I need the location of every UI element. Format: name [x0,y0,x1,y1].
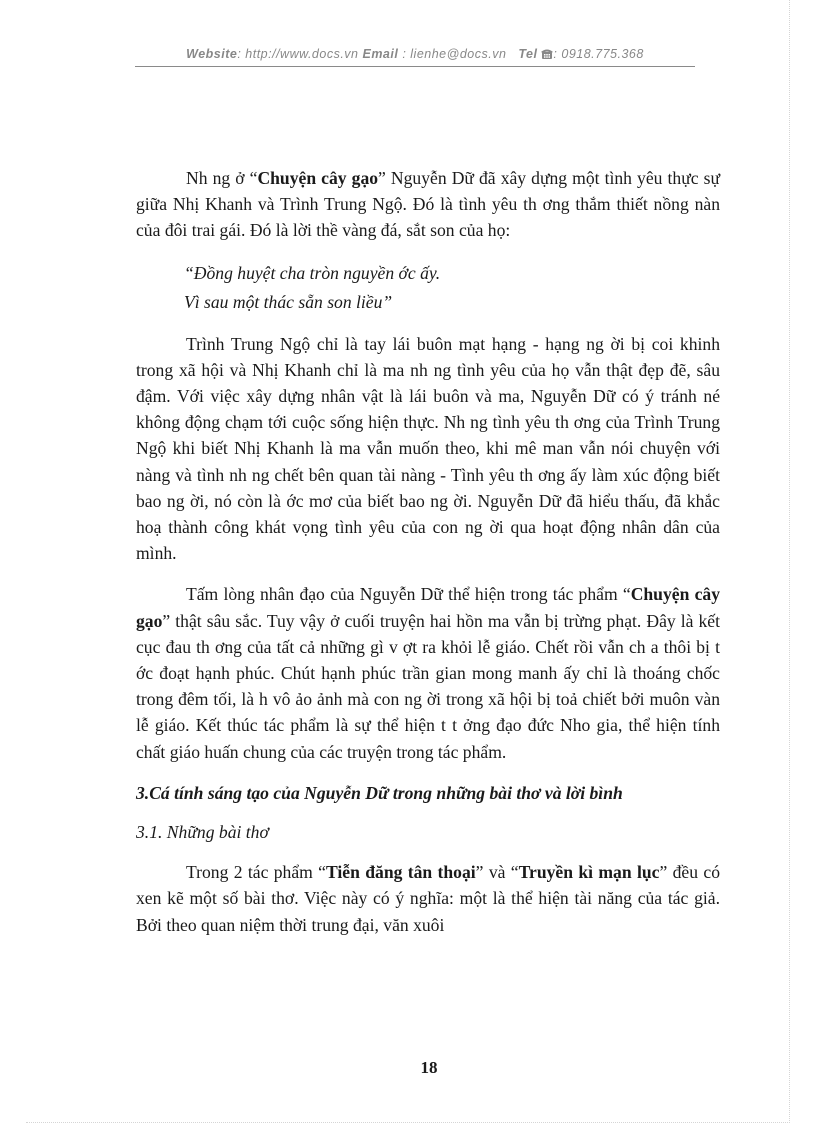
phone-icon [541,48,553,62]
paragraph-4-text-c: ” đều có xen kẽ một số bài thơ. Việc này có ý nghĩa: một là thể hiện tài năng của tác giả. Bởi theo quan niệm thời trung đại, văn xuôi [136,862,720,935]
poem-line-1: “Đồng huyệt cha tròn nguyền ớc ấy. [184,262,441,283]
paragraph-3 [136,581,720,764]
poem-quote [136,259,720,317]
document-body [136,165,720,953]
paragraph-4-bold-title-1: Tiễn đăng tân thoại [325,862,476,883]
paragraph-4 [136,859,720,938]
tel-value: : 0918.775.368 [553,47,644,61]
email-value: : lienhe@docs.vn [398,47,511,61]
paragraph-4-text-a: Trong 2 tác phẩm “ [186,862,326,883]
page-number: 18 [420,1058,438,1077]
paragraph-1-text-b: ” Nguyễn Dữ đã xây dựng một tình yêu thực sự giữa Nhị Khanh và Trình Trung Ngộ. Đó là tình yêu th ơng thắm thiết nồng nàn của đôi trai gái. Đó là lời thề vàng đá, sắt son của họ: [136,168,721,241]
phone-icon-svg [541,48,553,59]
page-header [135,47,695,62]
website-label: Website [186,47,238,61]
tel-label: Tel [518,47,538,61]
paragraph-2: Trình Trung Ngộ chỉ là tay lái buôn mạt hạng - hạng ng ời bị coi khinh trong xã hội và Nhị Khanh chỉ là ma nh ng tình yêu của họ vẫn thật đẹp đẽ, sâu đậm. Với việc xây dựng nhân vật là lái buôn và ma, Nguyễn Dữ có ý tránh né không động chạm tới cuộc sống hiện thực. Nh ng tình yêu th ơng của Trình Trung Ngộ khi biết Nhị Khanh là ma vẫn muốn theo, khi mê man vẫn nói chuyện với nàng và tình nh ng chết bên quan tài nàng - Tình yêu th ơng ấy làm xúc động biết bao ng ời, nó còn là ớc mơ của biết bao ng ời. Nguyễn Dữ đã hiểu thấu, đã khắc hoạ thành công khát vọng tình yêu của con ng ời qua hoạt động nhân dân của mình. [136,333,720,564]
section-heading: 3.Cá tính sáng tạo của Nguyễn Dữ trong những bài thơ và lời bình [136,782,623,803]
paragraph-3-text-a: Tấm lòng nhân đạo của Nguyễn Dữ thể hiện trong tác phẩm “ [186,584,631,605]
paragraph-3-bold-title: Chuyện cây gạo [136,584,720,631]
paragraph-1 [136,165,720,244]
website-value: : http://www.docs.vn [237,47,363,61]
paragraph-1-bold-title: Chuyện cây gạo [257,168,379,188]
subsection-heading: 3.1. Những bài thơ [136,822,269,843]
header-rule [135,66,695,67]
side-dotted-border [789,0,790,1123]
paragraph-4-text-b: ” và “ [475,862,519,883]
email-label: Email [362,47,399,61]
paragraph-3-text-b: ” thật sâu sắc. Tuy vậy ở cuối truyện hai hồn ma vẫn bị trừng phạt. Đây là kết cục đau th ơng của tất cả những gì v ợt ra khỏi lễ giáo. Chết rồi vẫn ch a thôi bị t ớc đoạt hạnh phúc. Chút hạnh phúc trần gian mong manh ấy chỉ là thoáng chốc trong đêm tối, là h vô ảo ảnh mà con ng ời trong xã hội bị toả chiết bởi muôn vàn lễ giáo. Kết thúc tác phẩm là sự thể hiện t t ởng đạo đức Nho gia, thể hiện tính chất giáo huấn chung của các truyện trong tác phẩm. [136,610,720,762]
paragraph-1-text-a: Nh ng ở “ [186,168,258,188]
poem-line-2: Vì sau một thác sẵn son liều” [184,291,393,312]
paragraph-4-bold-title-2: Truyền kì mạn lục [518,862,660,883]
